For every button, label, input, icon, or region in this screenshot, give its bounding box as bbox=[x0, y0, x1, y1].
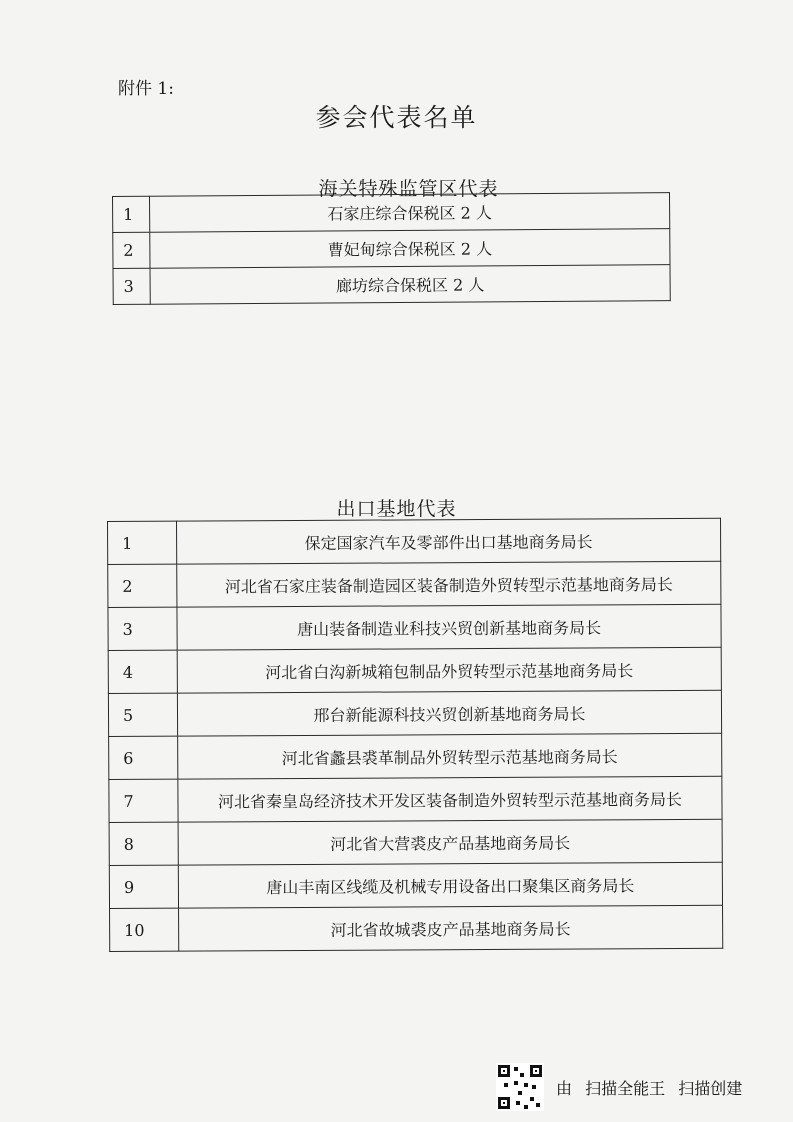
table-row bbox=[108, 561, 721, 607]
table-row bbox=[108, 647, 721, 693]
table-row bbox=[113, 265, 670, 305]
row-number: 1 bbox=[113, 196, 150, 232]
row-number: 10 bbox=[110, 908, 179, 951]
row-text: 廊坊综合保税区 2 人 bbox=[150, 265, 670, 305]
brand-app-name: 扫描全能王 bbox=[585, 1078, 666, 1098]
section1-heading: 海关特殊监管区代表 bbox=[318, 178, 499, 200]
row-number: 2 bbox=[108, 564, 177, 607]
row-number: 7 bbox=[109, 779, 178, 822]
table-row bbox=[109, 776, 722, 822]
row-text: 保定国家汽车及零部件出口基地商务局长 bbox=[177, 518, 721, 564]
row-text: 曹妃甸综合保税区 2 人 bbox=[150, 229, 670, 269]
row-number: 2 bbox=[113, 232, 150, 268]
row-number: 5 bbox=[108, 693, 177, 736]
row-number: 3 bbox=[108, 607, 177, 650]
scanner-watermark bbox=[496, 1062, 750, 1112]
row-number: 6 bbox=[109, 736, 178, 779]
table-row bbox=[108, 690, 721, 736]
row-text: 河北省秦皇岛经济技术开发区装备制造外贸转型示范基地商务局长 bbox=[178, 776, 722, 822]
row-number: 8 bbox=[109, 822, 178, 865]
brand-by: 由 bbox=[556, 1078, 573, 1098]
row-text: 邢台新能源科技兴贸创新基地商务局长 bbox=[177, 690, 721, 736]
row-text: 河北省故城裘皮产品基地商务局长 bbox=[179, 905, 723, 951]
table-row bbox=[109, 819, 722, 865]
row-number: 9 bbox=[109, 865, 178, 908]
attachment-label: 附件 1: bbox=[118, 79, 174, 99]
row-number: 4 bbox=[108, 650, 177, 693]
row-text: 唐山装备制造业科技兴贸创新基地商务局长 bbox=[177, 604, 721, 650]
export-base-table bbox=[107, 518, 723, 952]
table-row bbox=[113, 193, 670, 233]
table-row bbox=[109, 862, 722, 908]
qr-code-icon bbox=[496, 1063, 544, 1111]
brand-action: 扫描创建 bbox=[678, 1078, 743, 1098]
table-row bbox=[113, 229, 670, 269]
row-number: 3 bbox=[113, 268, 150, 304]
row-text: 石家庄综合保税区 2 人 bbox=[150, 193, 670, 233]
page-title: 参会代表名单 bbox=[315, 103, 478, 132]
table-row bbox=[109, 733, 722, 779]
table-row bbox=[108, 604, 721, 650]
section2-heading: 出口基地代表 bbox=[336, 498, 457, 520]
table-row bbox=[108, 518, 721, 564]
row-text: 河北省石家庄装备制造园区装备制造外贸转型示范基地商务局长 bbox=[177, 561, 721, 607]
row-text: 唐山丰南区线缆及机械专用设备出口聚集区商务局长 bbox=[178, 862, 722, 908]
scanner-brand-text bbox=[556, 1076, 750, 1099]
customs-zone-table bbox=[112, 192, 671, 305]
row-number: 1 bbox=[108, 521, 177, 564]
table-row bbox=[110, 905, 723, 951]
row-text: 河北省大营裘皮产品基地商务局长 bbox=[178, 819, 722, 865]
row-text: 河北省蠡县裘革制品外贸转型示范基地商务局长 bbox=[178, 733, 722, 779]
row-text: 河北省白沟新城箱包制品外贸转型示范基地商务局长 bbox=[177, 647, 721, 693]
